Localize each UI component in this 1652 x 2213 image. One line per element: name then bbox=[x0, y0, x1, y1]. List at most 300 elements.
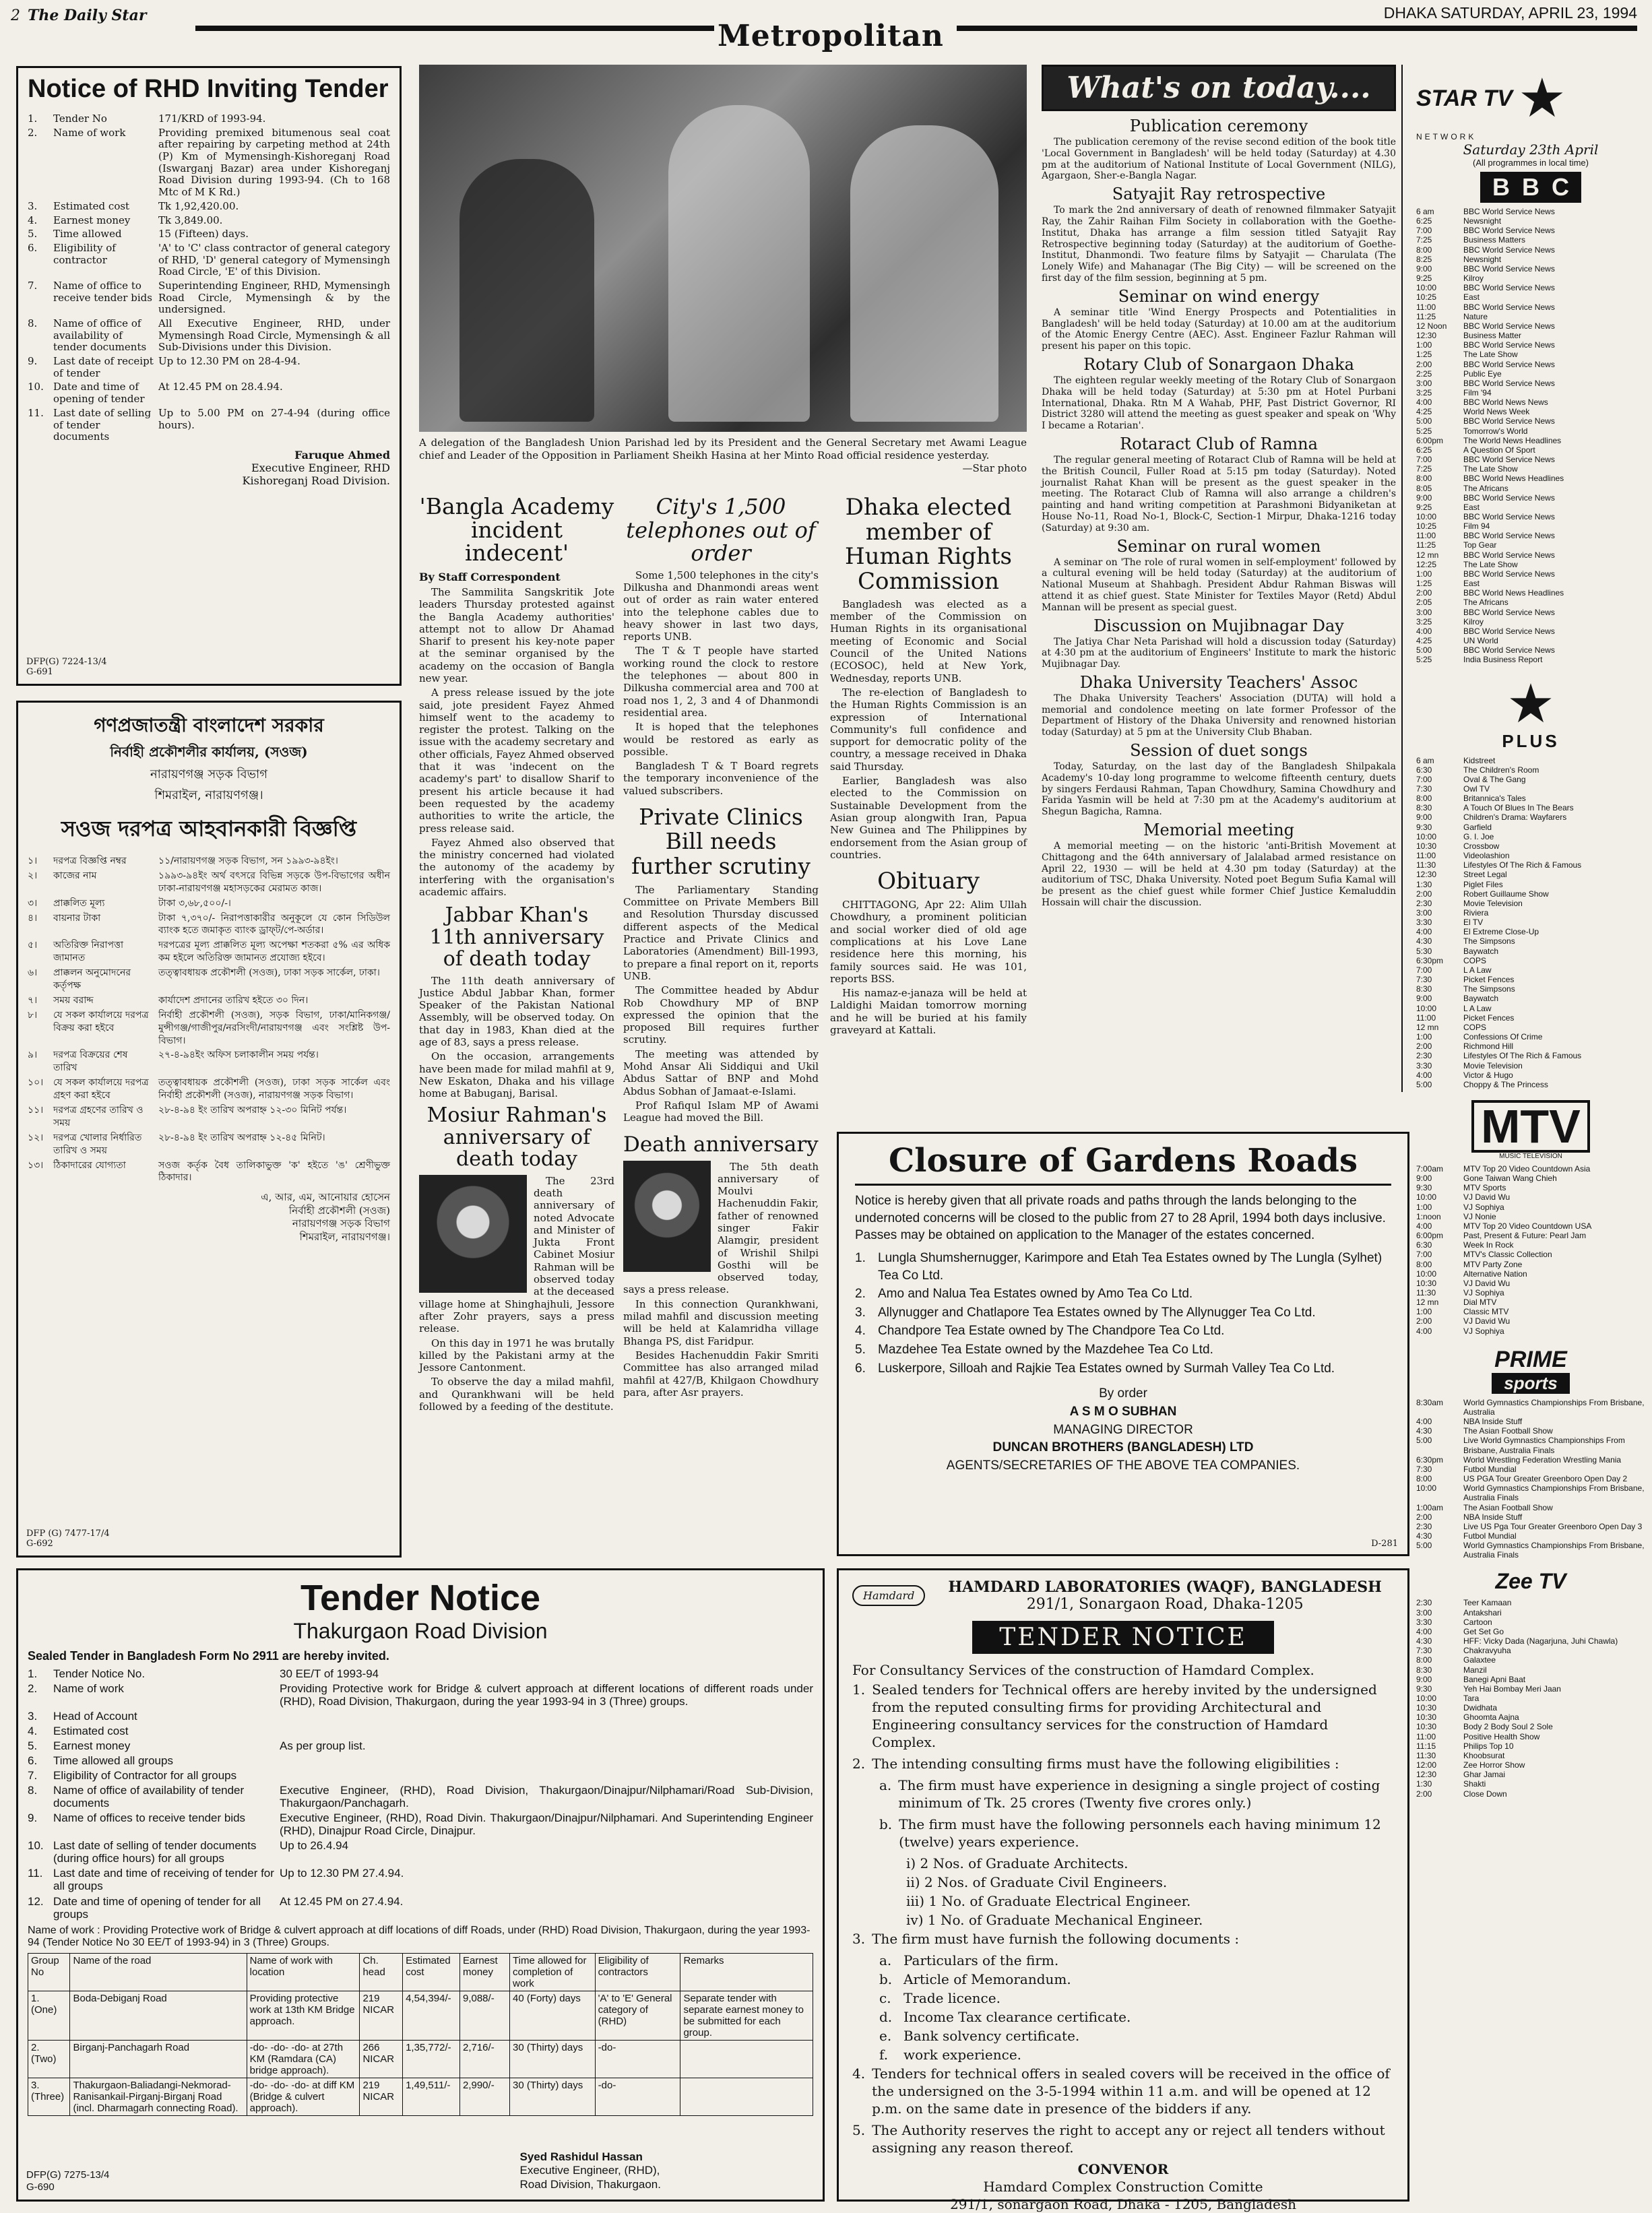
zee-programme: Antakshari bbox=[1463, 1607, 1502, 1617]
mtv-time: 10:30 bbox=[1416, 1278, 1437, 1288]
whats-on-item-text: Today, Saturday, on the last day of the Bangladesh Shilpakala Academy's 10-day long programme to welcome fifteenth century, duets by singers Ferdausi Rahman, Tapan Chowdhury, Samina Chowdhury and Farida Yasmin will be held at 7:30 pm at the Academy's auditorium at Shegun Bagicha, Ramna. bbox=[1042, 761, 1396, 818]
mtv-listing bbox=[1416, 1279, 1645, 1288]
hamdard-document-item bbox=[879, 1970, 1394, 1988]
zee-programme: Tara bbox=[1463, 1694, 1480, 1703]
bbc-programme: BBC World News Headlines bbox=[1463, 588, 1564, 598]
thakurgaon-table-header: Name of work with location bbox=[247, 1953, 360, 1991]
bangla-line1: গণপ্রজাতন্ত্রী বাংলাদেশ সরকার bbox=[94, 714, 324, 736]
bangla-row-value: দরপত্রের মূল্য প্রাক্কলিত মূল্য অপেক্ষা শতকরা ৫% এর অধিক কম হইলে অতিরিক্ত জামানত প্রযোজ্য হইবে। bbox=[158, 940, 390, 964]
bbc-programme: BBC World Service News bbox=[1463, 550, 1555, 560]
gardens-estate-number: 1. bbox=[855, 1250, 866, 1265]
masthead bbox=[7, 0, 1644, 61]
bbc-time: 3:00 bbox=[1416, 378, 1432, 388]
bangla-signer-title: নির্বাহী প্রকৌশলী (সওজ) bbox=[288, 1204, 390, 1217]
hamdard-address: 291/1, Sonargaon Road, Dhaka-1205 bbox=[1026, 1596, 1304, 1613]
hamdard-personnel-item: ii) 2 Nos. of Graduate Civil Engineers. bbox=[906, 1874, 1168, 1890]
bbc-listing bbox=[1416, 235, 1645, 245]
bbc-listing bbox=[1416, 484, 1645, 493]
whats-on-item-heading: Session of duet songs bbox=[1130, 741, 1308, 761]
zee-programme: Ghoomta Aajna bbox=[1463, 1712, 1519, 1723]
thakurgaon-table-cell: Thakurgaon-Baliadangi-Nekmorad-Ranisankail-Pirganj-Birganj Road (incl. Dharmagarh connecting Road). bbox=[70, 2078, 247, 2115]
rhd-row-number: 2. bbox=[28, 126, 38, 139]
zee-listing bbox=[1416, 1598, 1645, 1607]
bbc-time: 5:25 bbox=[1416, 655, 1432, 665]
plus-time: 11:30 bbox=[1416, 860, 1436, 870]
thakurgaon-row-number: 9. bbox=[28, 1811, 38, 1825]
plus-programme: G. I. Joe bbox=[1463, 831, 1494, 841]
bangla-row-key: প্রাক্কলন অনুমোদনের কর্তৃপক্ষ bbox=[53, 967, 131, 992]
zee-time: 7:30 bbox=[1416, 1646, 1432, 1656]
plus-listing bbox=[1416, 1032, 1645, 1041]
thakurgaon-table-cell: 2,716/- bbox=[459, 2040, 509, 2078]
bbc-programme: BBC World Service News bbox=[1463, 626, 1555, 636]
thakurgaon-row bbox=[28, 1811, 813, 1837]
gardens-estate-item bbox=[855, 1250, 1391, 1284]
mtv-programme: Gone Taiwan Wang Chieh bbox=[1463, 1174, 1557, 1184]
zee-programme: Positive Health Show bbox=[1463, 1731, 1540, 1741]
news-photo-block bbox=[419, 65, 1027, 489]
rhd-signer: Faruque Ahmed bbox=[294, 448, 390, 461]
plus-listing bbox=[1416, 984, 1645, 994]
prime-programme: Futbol Mundial bbox=[1463, 1531, 1517, 1541]
mtv-time: 9:30 bbox=[1416, 1183, 1432, 1193]
page-number: 2 bbox=[11, 7, 20, 24]
thakurgaon-table-cell: -do- bbox=[595, 2040, 680, 2078]
plus-programme: The Simpsons bbox=[1463, 984, 1515, 994]
plus-listing bbox=[1416, 1023, 1645, 1032]
rhd-row-key: Name of office to receive tender bids bbox=[53, 279, 152, 304]
bbc-programme: BBC World Service News bbox=[1463, 416, 1555, 426]
zee-programme: Dwidhata bbox=[1463, 1703, 1498, 1713]
bbc-listing bbox=[1416, 245, 1645, 255]
mtv-logo-text: MTV bbox=[1471, 1100, 1590, 1153]
hamdard-logo: Hamdard bbox=[852, 1585, 925, 1606]
plus-listing bbox=[1416, 794, 1645, 803]
prime-programme: World Gymnastics Championships From Brisbane, Australia Finals bbox=[1463, 1483, 1645, 1503]
whats-on-item-heading: Rotaract Club of Ramna bbox=[1120, 434, 1318, 453]
mtv-sub: MUSIC TELEVISION bbox=[1499, 1152, 1562, 1160]
bbc-programme: BBC World Service News bbox=[1463, 263, 1555, 274]
plus-time: 2:00 bbox=[1416, 1041, 1432, 1052]
plus-programme: Videolashion bbox=[1463, 851, 1510, 861]
thakurgaon-table-row bbox=[28, 1991, 813, 2040]
rhd-row bbox=[28, 408, 390, 443]
plus-programme: Piglet Files bbox=[1463, 879, 1503, 889]
bbc-listing bbox=[1416, 636, 1645, 645]
whats-on-item-heading: Rotary Club of Sonargaon Dhaka bbox=[1083, 354, 1354, 374]
plus-listing bbox=[1416, 765, 1645, 775]
rhd-row-number: 8. bbox=[28, 317, 38, 329]
prime-listing bbox=[1416, 1417, 1645, 1426]
rhd-row-value: 171/KRD of 1993-94. bbox=[158, 113, 266, 125]
zee-programme: Shakti bbox=[1463, 1779, 1486, 1789]
whats-on-item-text: The Dhaka University Teachers' Association (DUTA) will hold a memorial and condolence meeting on late former Professor of the Department of History of the Dhaka University and renowned historian today (Saturday) at 5 pm at the University Club Bhaban. bbox=[1042, 693, 1396, 738]
bbc-programme: BBC World Service News bbox=[1463, 607, 1555, 617]
plus-listing bbox=[1416, 947, 1645, 956]
tv-date: Saturday 23th April bbox=[1463, 141, 1599, 158]
gardens-estate-text: Chandpore Tea Estate owned by The Chandpore Tea Co Ltd. bbox=[878, 1324, 1225, 1339]
bbc-programme: A Question Of Sport bbox=[1463, 445, 1535, 455]
bangla-academy-paragraph: Fayez Ahmed also observed that the ministry concerned had violated the autonomy of the academy by interfering with the organisation's academic affairs. bbox=[419, 836, 614, 899]
mtv-listing bbox=[1416, 1231, 1645, 1240]
rhd-row bbox=[28, 381, 390, 405]
bbc-programme: Film '94 bbox=[1463, 387, 1492, 397]
bangla-row-number: ৪। bbox=[28, 912, 38, 924]
hamdard-item1: Sealed tenders for Technical offers are hereby invited by the undersigned from the reputed consulting firms for providing Architectural and Engineering consultancy services for the construction of Hamdard Complex. bbox=[872, 1681, 1377, 1750]
plus-time: 7:00 bbox=[1416, 774, 1432, 784]
bbc-programme: BBC World Service News bbox=[1463, 569, 1555, 579]
plus-programme: Street Legal bbox=[1463, 870, 1507, 880]
hamdard-document-text: Income Tax clearance certificate. bbox=[903, 2009, 1131, 2025]
rhd-row-key: Name of office of availability of tender documents bbox=[53, 317, 147, 354]
bbc-listing bbox=[1416, 302, 1645, 312]
bbc-time: 12:30 bbox=[1416, 331, 1437, 341]
bbc-time: 6 am bbox=[1416, 207, 1434, 216]
zee-listing bbox=[1416, 1646, 1645, 1655]
zee-listing bbox=[1416, 1741, 1645, 1751]
hamdard-personnel-item: i) 2 Nos. of Graduate Architects. bbox=[906, 1855, 1129, 1871]
plus-programme: Crossbow bbox=[1463, 841, 1500, 851]
plus-programme: Baywatch bbox=[1463, 994, 1499, 1004]
bbc-listing bbox=[1416, 416, 1645, 426]
thakurgaon-row-key: Date and time of opening of tender for all groups bbox=[53, 1894, 261, 1921]
bbc-programme: World News Week bbox=[1463, 407, 1530, 417]
bangla-row-key: দরপত্র খোলার নির্ধারিত তারিখ ও সময় bbox=[53, 1132, 142, 1156]
plus-programme: Britannica's Tales bbox=[1463, 794, 1526, 804]
clinics-paragraph: Prof Rafiqul Islam MP of Awami League had moved the Bill. bbox=[623, 1099, 819, 1124]
bbc-programme: The World News Headlines bbox=[1463, 435, 1562, 445]
bangla-row-value: ২৮-৪-৯৪ ইং তারিখ অপরাহ্ন ১২-৪৫ মিনিট। bbox=[158, 1132, 325, 1143]
plus-listing bbox=[1416, 908, 1645, 918]
bangla-line2: নির্বাহী প্রকৌশলীর কার্যালয়, (সওজ) bbox=[110, 744, 308, 760]
prime-time: 2:00 bbox=[1416, 1512, 1432, 1522]
hamdard-document-text: Trade licence. bbox=[903, 1990, 1000, 2006]
thakurgaon-row-value: 30 EE/T of 1993-94 bbox=[280, 1667, 379, 1680]
bbc-programme: Business Matter bbox=[1463, 331, 1522, 341]
bbc-time: 2:00 bbox=[1416, 359, 1432, 369]
plus-listing bbox=[1416, 1013, 1645, 1023]
plus-listing bbox=[1416, 918, 1645, 927]
bbc-listing bbox=[1416, 550, 1645, 560]
bbc-time: 10:00 bbox=[1416, 283, 1437, 293]
prime-logo bbox=[1416, 1347, 1645, 1394]
clinics-paragraph: The Parliamentary Standing Committee on Private Members Bill and Resolution Thursday discussed different aspects of the Medical Practice and Private Clinics and Laboratories (Amendment) Bill-1993, to prepare a final report on it, reports UNB. bbox=[623, 883, 819, 982]
gardens-title2: MANAGING DIRECTOR bbox=[1053, 1422, 1193, 1437]
hachenuddin-portrait bbox=[623, 1161, 711, 1272]
bangla-row bbox=[28, 1132, 390, 1157]
mtv-time: 7:00am bbox=[1416, 1163, 1444, 1174]
zee-programme: Philips Top 10 bbox=[1463, 1741, 1514, 1751]
telephones-headline: City's 1,500 telephones out of order bbox=[626, 494, 816, 567]
thakurgaon-table-cell: 40 (Forty) days bbox=[510, 1991, 596, 2040]
thakurgaon-table-cell: 219 NICAR bbox=[360, 1991, 403, 2040]
prime-listing bbox=[1416, 1522, 1645, 1531]
gardens-estate-text: Lungla Shumshernugger, Karimpore and Etah Tea Estates owned by The Lungla (Sylhet) Tea Co Ltd. bbox=[878, 1250, 1383, 1283]
prime-programme: Live US Pga Tour Greater Greenboro Open Day 3 bbox=[1463, 1521, 1643, 1531]
section-title: Metropolitan bbox=[718, 19, 944, 53]
plus-programme: Garfield bbox=[1463, 822, 1492, 832]
rhd-row-value: Superintending Engineer, RHD, Mymensingh Road Circle, Mymensingh & by the undersigned. bbox=[158, 279, 390, 316]
bangla-row-value: নির্বাহী প্রকৌশলী (সওজ), সড়ক বিভাগ, ঢাকা/মানিকগঞ্জ/মুন্সীগঞ্জ/গাজীপুর/নরসিংদী/নারায়ণগঞ্জ এবং সংশ্লিষ্ট উপ-বিভাগ। bbox=[158, 1009, 390, 1046]
mtv-listing bbox=[1416, 1183, 1645, 1192]
thakurgaon-row-value: Up to 12.30 PM 27.4.94. bbox=[280, 1867, 404, 1880]
bbc-time: 2:25 bbox=[1416, 368, 1432, 379]
bbc-listing bbox=[1416, 226, 1645, 235]
hamdard-document-item bbox=[879, 2008, 1394, 2026]
bbc-time: 4:25 bbox=[1416, 636, 1432, 646]
bangla-row bbox=[28, 912, 390, 938]
rhd-row bbox=[28, 215, 390, 227]
prime-listing bbox=[1416, 1426, 1645, 1436]
thakurgaon-table-header: Ch. head bbox=[360, 1953, 403, 1991]
prime-programme: NBA Inside Stuff bbox=[1463, 1417, 1523, 1427]
plus-programme: A Touch Of Blues In The Bears bbox=[1463, 803, 1574, 813]
bangla-row-value: কার্যাদেশ প্রদানের তারিখ হইতে ৩০ দিন। bbox=[158, 994, 309, 1006]
zee-time: 10:30 bbox=[1416, 1712, 1437, 1723]
mtv-time: 6:00pm bbox=[1416, 1231, 1444, 1241]
bbc-time: 8:00 bbox=[1416, 474, 1432, 484]
bbc-listing bbox=[1416, 312, 1645, 321]
bangla-row-key: দরপত্র বিক্রয়ের শেষ তারিখ bbox=[53, 1050, 128, 1074]
bbc-programme: Kilroy bbox=[1463, 274, 1484, 284]
bangla-row-value: ২৮-৪-৯৪ ইং তারিখ অপরাহ্ন ১২-৩০ মিনিট পর্যন্ত। bbox=[158, 1105, 347, 1116]
mtv-listing bbox=[1416, 1240, 1645, 1250]
mtv-listing bbox=[1416, 1288, 1645, 1297]
thakurgaon-row-key: Last date and time of receiving of tender for all groups bbox=[53, 1867, 274, 1893]
thakurgaon-row bbox=[28, 1754, 813, 1767]
bangla-row bbox=[28, 1077, 390, 1102]
plus-time: 8:30 bbox=[1416, 984, 1432, 994]
zee-listing bbox=[1416, 1712, 1645, 1722]
plus-time: 8:00 bbox=[1416, 794, 1432, 804]
bbc-time: 1:00 bbox=[1416, 569, 1432, 579]
plus-listing bbox=[1416, 1080, 1645, 1089]
bbc-time: 3:00 bbox=[1416, 607, 1432, 617]
bangla-line3: নারায়ণগঞ্জ সড়ক বিভাগ bbox=[150, 767, 268, 781]
bbc-listing bbox=[1416, 255, 1645, 264]
plus-listing bbox=[1416, 1061, 1645, 1070]
thakurgaon-table-header: Group No bbox=[28, 1953, 70, 1991]
thakurgaon-row-number: 3. bbox=[28, 1710, 38, 1723]
prime-time: 4:00 bbox=[1416, 1417, 1432, 1427]
hamdard-for: For Consultancy Services of the construction of Hamdard Complex. bbox=[852, 1662, 1314, 1678]
bbc-listing bbox=[1416, 512, 1645, 521]
mtv-listing bbox=[1416, 1174, 1645, 1183]
mtv-listing bbox=[1416, 1260, 1645, 1269]
rhd-row-number: 11. bbox=[28, 406, 44, 419]
bangla-row-number: ১৩। bbox=[28, 1159, 44, 1171]
rhd-row-number: 1. bbox=[28, 113, 38, 125]
thakurgaon-table-cell: -do- -do- -do- at diff KM (Bridge & culvert approach). bbox=[247, 2078, 360, 2115]
mtv-listing bbox=[1416, 1192, 1645, 1202]
whats-on-item-heading: Seminar on rural women bbox=[1116, 536, 1321, 556]
bbc-listing bbox=[1416, 579, 1645, 588]
thakurgaon-table-header: Time allowed for completion of work bbox=[510, 1953, 596, 1991]
bangla-row-number: ১০। bbox=[28, 1077, 44, 1089]
plus-listing bbox=[1416, 803, 1645, 812]
zee-time: 8:30 bbox=[1416, 1665, 1432, 1675]
bbc-programme: East bbox=[1463, 292, 1480, 302]
obituary-paragraph: His namaz-e-janaza will be held at Laldighi Maidan tomorrow morning and he will be buried at his family graveyard at Kattali. bbox=[830, 987, 1027, 1037]
thakurgaon-row-number: 5. bbox=[28, 1739, 38, 1753]
zee-programme: Ghar Jamai bbox=[1463, 1770, 1506, 1780]
plus-time: 2:30 bbox=[1416, 1051, 1432, 1061]
prime-programme: World Wrestling Federation Wrestling Mania bbox=[1463, 1454, 1622, 1465]
mtv-listing bbox=[1416, 1164, 1645, 1174]
bbc-programme: Film 94 bbox=[1463, 521, 1490, 532]
whats-on-item-heading: Memorial meeting bbox=[1143, 821, 1295, 840]
mtv-logo bbox=[1416, 1100, 1645, 1160]
bbc-programme: BBC World Service News bbox=[1463, 207, 1555, 216]
thakurgaon-row-key: Head of Account bbox=[53, 1710, 137, 1723]
zee-listing bbox=[1416, 1779, 1645, 1789]
mtv-time: 12 mn bbox=[1416, 1297, 1439, 1308]
delegation-photo bbox=[419, 65, 1027, 432]
plus-listing bbox=[1416, 823, 1645, 832]
mtv-time: 10:00 bbox=[1416, 1269, 1437, 1279]
bangla-row-number: ১১। bbox=[28, 1105, 44, 1116]
zee-listing bbox=[1416, 1789, 1645, 1799]
prime-time: 5:00 bbox=[1416, 1541, 1432, 1551]
clinics-paragraph: The Committee headed by Abdur Rob Chowdhury MP of BNP expressed the opinion that the proposed Bill requires further scrutiny. bbox=[623, 984, 819, 1046]
prime-listing bbox=[1416, 1531, 1645, 1541]
thakurgaon-table-cell: 3. (Three) bbox=[28, 2078, 70, 2115]
bbc-listing bbox=[1416, 445, 1645, 455]
bbc-programme: Top Gear bbox=[1463, 540, 1497, 550]
mtv-programme: VJ David Wu bbox=[1463, 1278, 1511, 1288]
bbc-listing bbox=[1416, 283, 1645, 292]
bangla-row-number: ৯। bbox=[28, 1050, 38, 1061]
bbc-listing bbox=[1416, 455, 1645, 464]
jabbar-headline: Jabbar Khan's 11th anniversary of death today bbox=[429, 903, 604, 971]
rhd-row-key: Time allowed bbox=[53, 228, 122, 240]
whats-on-item-heading: Discussion on Mujibnagar Day bbox=[1093, 616, 1344, 635]
bbc-time: 10:25 bbox=[1416, 292, 1437, 302]
mtv-programme: Classic MTV bbox=[1463, 1307, 1509, 1317]
whats-on-item-heading: Seminar on wind energy bbox=[1118, 286, 1320, 306]
thakurgaon-table-header: Estimated cost bbox=[403, 1953, 460, 1991]
zee-time: 3:00 bbox=[1416, 1607, 1432, 1617]
thakurgaon-row-value bbox=[280, 1710, 813, 1723]
rhd-row-number: 5. bbox=[28, 228, 38, 240]
bbc-time: 2:00 bbox=[1416, 588, 1432, 598]
thakurgaon-table-header: Earnest money bbox=[459, 1953, 509, 1991]
thakurgaon-row-value bbox=[280, 1754, 813, 1767]
bbc-time: 2:05 bbox=[1416, 598, 1432, 608]
plus-listing bbox=[1416, 1041, 1645, 1051]
thakurgaon-row-key: Eligibility of Contractor for all groups bbox=[53, 1769, 237, 1783]
bangla-row-key: কাজের নাম bbox=[53, 870, 97, 881]
hamdard-org: HAMDARD LABORATORIES (WAQF), BANGLADESH bbox=[948, 1578, 1382, 1596]
bangla-signer-place: শিমরাইল, নারায়ণগঞ্জ। bbox=[299, 1230, 390, 1243]
plus-time: 9:00 bbox=[1416, 812, 1432, 823]
mosiur-paragraph: On this day in 1971 he was brutally killed by the Pakistani army at the Jessore Cantonment. bbox=[419, 1337, 614, 1374]
thakurgaon-signer-office: Road Division, Thakurgaon. bbox=[519, 2177, 661, 2191]
gardens-name: A S M O SUBHAN bbox=[1069, 1405, 1177, 1419]
bbc-time: 7:00 bbox=[1416, 226, 1432, 236]
bbc-listing bbox=[1416, 321, 1645, 331]
rhd-row bbox=[28, 280, 390, 316]
prime-sub: sports bbox=[1492, 1373, 1569, 1394]
thakurgaon-table-cell: -do- -do- -do- at 27th KM (Ramdara (CA) bridge approach). bbox=[247, 2040, 360, 2078]
mtv-programme: MTV Top 20 Video Countdown USA bbox=[1463, 1221, 1592, 1231]
thakurgaon-table-row bbox=[28, 2078, 813, 2115]
gardens-ref: D-281 bbox=[1371, 1538, 1398, 1549]
bbc-programme: BBC World Service News bbox=[1463, 378, 1555, 388]
gardens-estate-number: 5. bbox=[855, 1343, 866, 1357]
mtv-programme: VJ Sophiya bbox=[1463, 1326, 1504, 1336]
hamdard-personnel-item: iv) 1 No. of Graduate Mechanical Engineer. bbox=[906, 1912, 1203, 1928]
thakurgaon-table-header: Remarks bbox=[680, 1953, 813, 1991]
zee-listing bbox=[1416, 1608, 1645, 1617]
thakurgaon-row-key: Last date of selling of tender documents (during office hours) for all groups bbox=[53, 1839, 257, 1865]
rhd-row bbox=[28, 318, 390, 354]
thakurgaon-row bbox=[28, 1895, 813, 1921]
bbc-programme: BBC World Service News bbox=[1463, 512, 1555, 521]
hamdard-document-letter: d. bbox=[879, 2009, 893, 2025]
bangla-academy-paragraph: A press release issued by the jote said, jote president Fayez Ahmed himself went to the academy to register the protest. Talking on the issue with the academy secretary and other officials, Fayez Ahmed observed that it was 'indecent on the academy's part' to disallow Sharif to present his article because it had been requested by the academy authorities to write the article, the press release said. bbox=[419, 686, 614, 835]
bbc-programme: The Africans bbox=[1463, 598, 1508, 608]
bbc-programme: Newsnight bbox=[1463, 216, 1502, 226]
paper-name: The Daily Star bbox=[28, 7, 147, 24]
bbc-listing bbox=[1416, 521, 1645, 531]
thakurgaon-intro: Sealed Tender in Bangladesh Form No 2911 are hereby invited. bbox=[28, 1649, 389, 1663]
rhd-row-number: 10. bbox=[28, 381, 44, 393]
plus-time: 8:30 bbox=[1416, 803, 1432, 813]
rhd-tender-rows bbox=[28, 113, 390, 443]
thakurgaon-row-value: At 12.45 PM on 27.4.94. bbox=[280, 1894, 404, 1908]
hamdard-document-letter: b. bbox=[879, 1971, 893, 1987]
zee-listing bbox=[1416, 1694, 1645, 1703]
whats-on-item-text: A seminar title 'Wind Energy Prospects and Potentialities in Bangladesh' will be held today (Saturday) at 10.00 am at the auditorium of the Atomic Energy Centre (AEC). Asst. Engineer Fazlur Rahman will present his paper on this topic. bbox=[1042, 307, 1396, 352]
gardens-estate-text: Amo and Nalua Tea Estates owned by Amo Tea Co Ltd. bbox=[878, 1287, 1193, 1302]
bangla-row bbox=[28, 1104, 390, 1130]
prime-programme: The Asian Football Show bbox=[1463, 1426, 1553, 1436]
bbc-programme: BBC World Service News bbox=[1463, 302, 1555, 312]
bangla-title: সওজ দরপত্র আহবানকারী বিজ্ঞপ্তি bbox=[61, 816, 357, 841]
plus-time: 11:00 bbox=[1416, 851, 1436, 861]
thakurgaon-group-table bbox=[28, 1953, 813, 2116]
bangla-row-number: ৭। bbox=[28, 994, 38, 1006]
bbc-listing bbox=[1416, 436, 1645, 445]
star-icon: ★ bbox=[1517, 68, 1566, 128]
prime-programme: Futbol Mundial bbox=[1463, 1464, 1517, 1474]
bangla-line4: শিমরাইল, নারায়ণগঞ্জ। bbox=[154, 788, 263, 802]
bbc-time: 12 Noon bbox=[1416, 321, 1447, 331]
prime-listing bbox=[1416, 1465, 1645, 1474]
prime-listing bbox=[1416, 1474, 1645, 1483]
plus-time: 3:00 bbox=[1416, 908, 1432, 918]
plus-listing bbox=[1416, 756, 1645, 765]
mtv-time: 2:00 bbox=[1416, 1316, 1432, 1326]
whats-on-item-heading: Dhaka University Teachers' Assoc bbox=[1079, 672, 1358, 692]
star-tv-logo-text: STAR TV bbox=[1416, 85, 1513, 111]
plus-time: 7:30 bbox=[1416, 783, 1432, 794]
bbc-listing bbox=[1416, 379, 1645, 388]
bangla-row-key: বায়নার টাকা bbox=[53, 912, 101, 924]
bbc-listing bbox=[1416, 503, 1645, 512]
thakurgaon-table-header: Eligibility of contractors bbox=[595, 1953, 680, 1991]
bbc-time: 9:25 bbox=[1416, 502, 1432, 512]
bbc-time: 9:25 bbox=[1416, 274, 1432, 284]
bangla-academy-headline: 'Bangla Academy incident indecent' bbox=[419, 493, 614, 567]
rhd-row bbox=[28, 356, 390, 379]
whats-on-item-text: A memorial meeting — on the historic 'anti-British Movement at Chittagong and the 64th anniversary of Jalalabad armed resistance on April 22, 1930 — will be held at 4.30 pm today (Saturday) at the auditorium of TSC, Dhaka University. Noted poet Begum Sufia Kamal will be present as the chief guest while former Chief Justice Kemaluddin Hossain will chair the discussion. bbox=[1042, 841, 1396, 909]
bangla-signer: এ, আর, এম, আনোয়ার হোসেন bbox=[261, 1191, 390, 1204]
bbc-time: 4:00 bbox=[1416, 397, 1432, 408]
bangla-row-number: ৮। bbox=[28, 1009, 38, 1021]
rhd-row-number: 4. bbox=[28, 214, 38, 226]
